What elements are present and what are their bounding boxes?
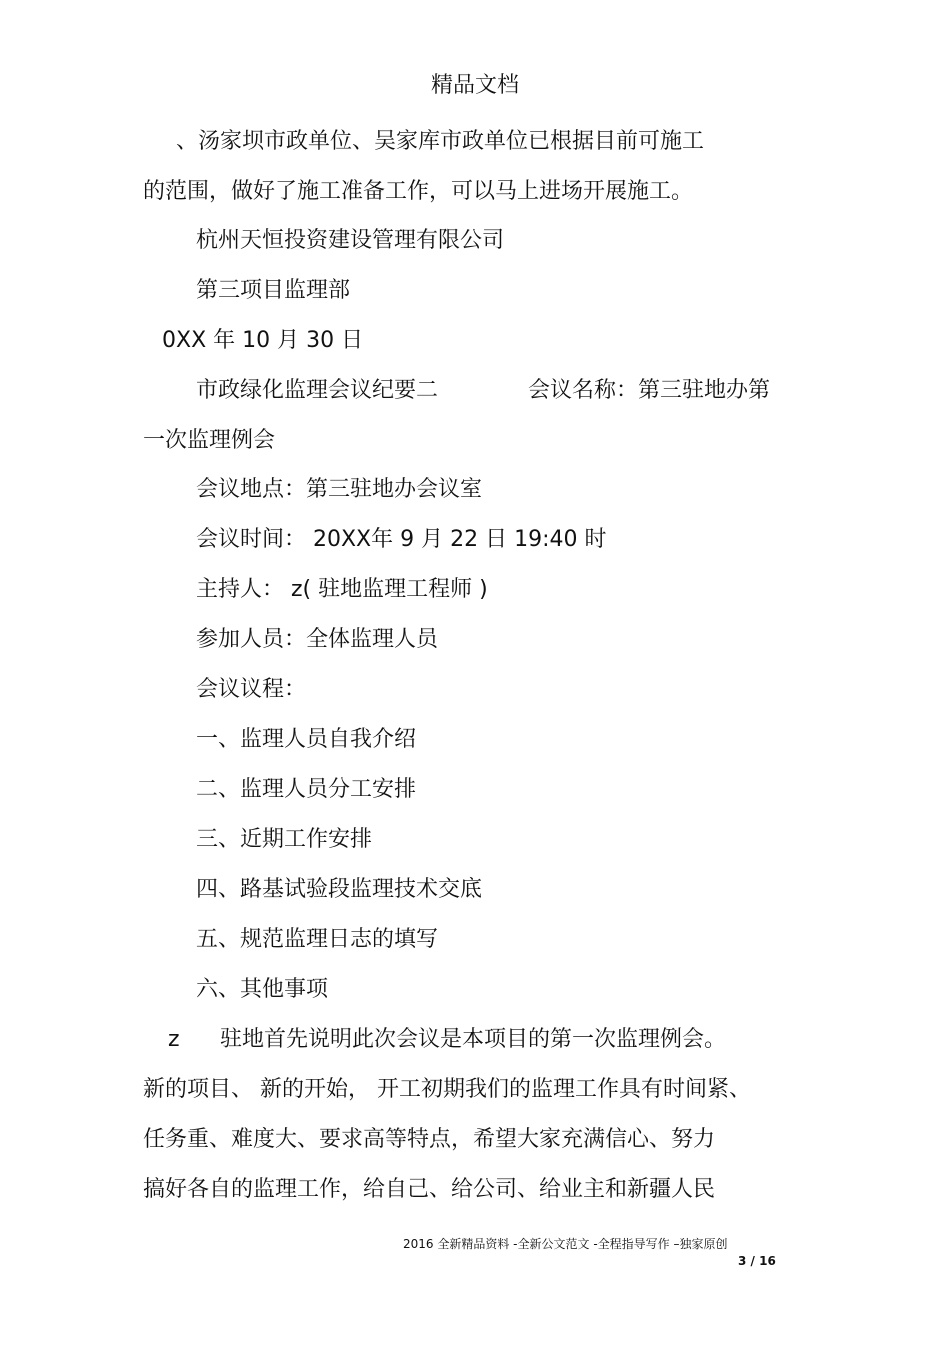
speaker-initial: z bbox=[168, 1027, 180, 1052]
agenda-item: 四、路基试验段监理技术交底 bbox=[196, 877, 483, 902]
agenda-item: 三、近期工作安排 bbox=[196, 827, 373, 852]
agenda-item: 六、其他事项 bbox=[196, 977, 329, 1002]
page-header-title: 精品文档 bbox=[430, 73, 519, 98]
meeting-attendees: 参加人员：全体监理人员 bbox=[196, 627, 439, 652]
agenda-item: 五、规范监理日志的填写 bbox=[196, 927, 439, 952]
agenda-heading: 会议议程： bbox=[196, 677, 307, 702]
paragraph-line: 新的项目、 新的开始， 开工初期我们的监理工作具有时间紧、 bbox=[143, 1077, 751, 1102]
company-name: 杭州天恒投资建设管理有限公司 bbox=[196, 228, 505, 253]
paragraph-line: 任务重、难度大、要求高等特点，希望大家充满信心、努力 bbox=[143, 1127, 716, 1152]
page-number: 3 / 16 bbox=[738, 1254, 776, 1268]
meeting-name-continued: 一次监理例会 bbox=[143, 428, 276, 453]
meeting-time: 会议时间： 20XX年 9 月 22 日 19:40 时 bbox=[196, 527, 607, 552]
agenda-item: 一、监理人员自我介绍 bbox=[196, 727, 417, 752]
paragraph-line: 搞好各自的监理工作，给自己、给公司、给业主和新疆人民 bbox=[143, 1177, 716, 1202]
signature-date: 0XX 年 10 月 30 日 bbox=[162, 328, 364, 353]
paragraph-line: 、汤家坝市政单位、吴家库市政单位已根据目前可施工 bbox=[176, 129, 705, 154]
meeting-location: 会议地点：第三驻地办会议室 bbox=[196, 477, 483, 502]
section-title: 市政绿化监理会议纪要二 bbox=[196, 378, 439, 403]
paragraph-line: 的范围，做好了施工准备工作，可以马上进场开展施工。 bbox=[143, 179, 694, 204]
agenda-item: 二、监理人员分工安排 bbox=[196, 777, 417, 802]
meeting-host: 主持人： z( 驻地监理工程师 ) bbox=[196, 577, 488, 602]
meeting-name-label: 会议名称：第三驻地办第 bbox=[528, 378, 771, 403]
department-name: 第三项目监理部 bbox=[196, 278, 351, 303]
page-footer-text: 2016 全新精品资料 -全新公文范文 -全程指导写作 –独家原创 bbox=[403, 1237, 728, 1251]
paragraph-line: 驻地首先说明此次会议是本项目的第一次监理例会。 bbox=[220, 1027, 727, 1052]
